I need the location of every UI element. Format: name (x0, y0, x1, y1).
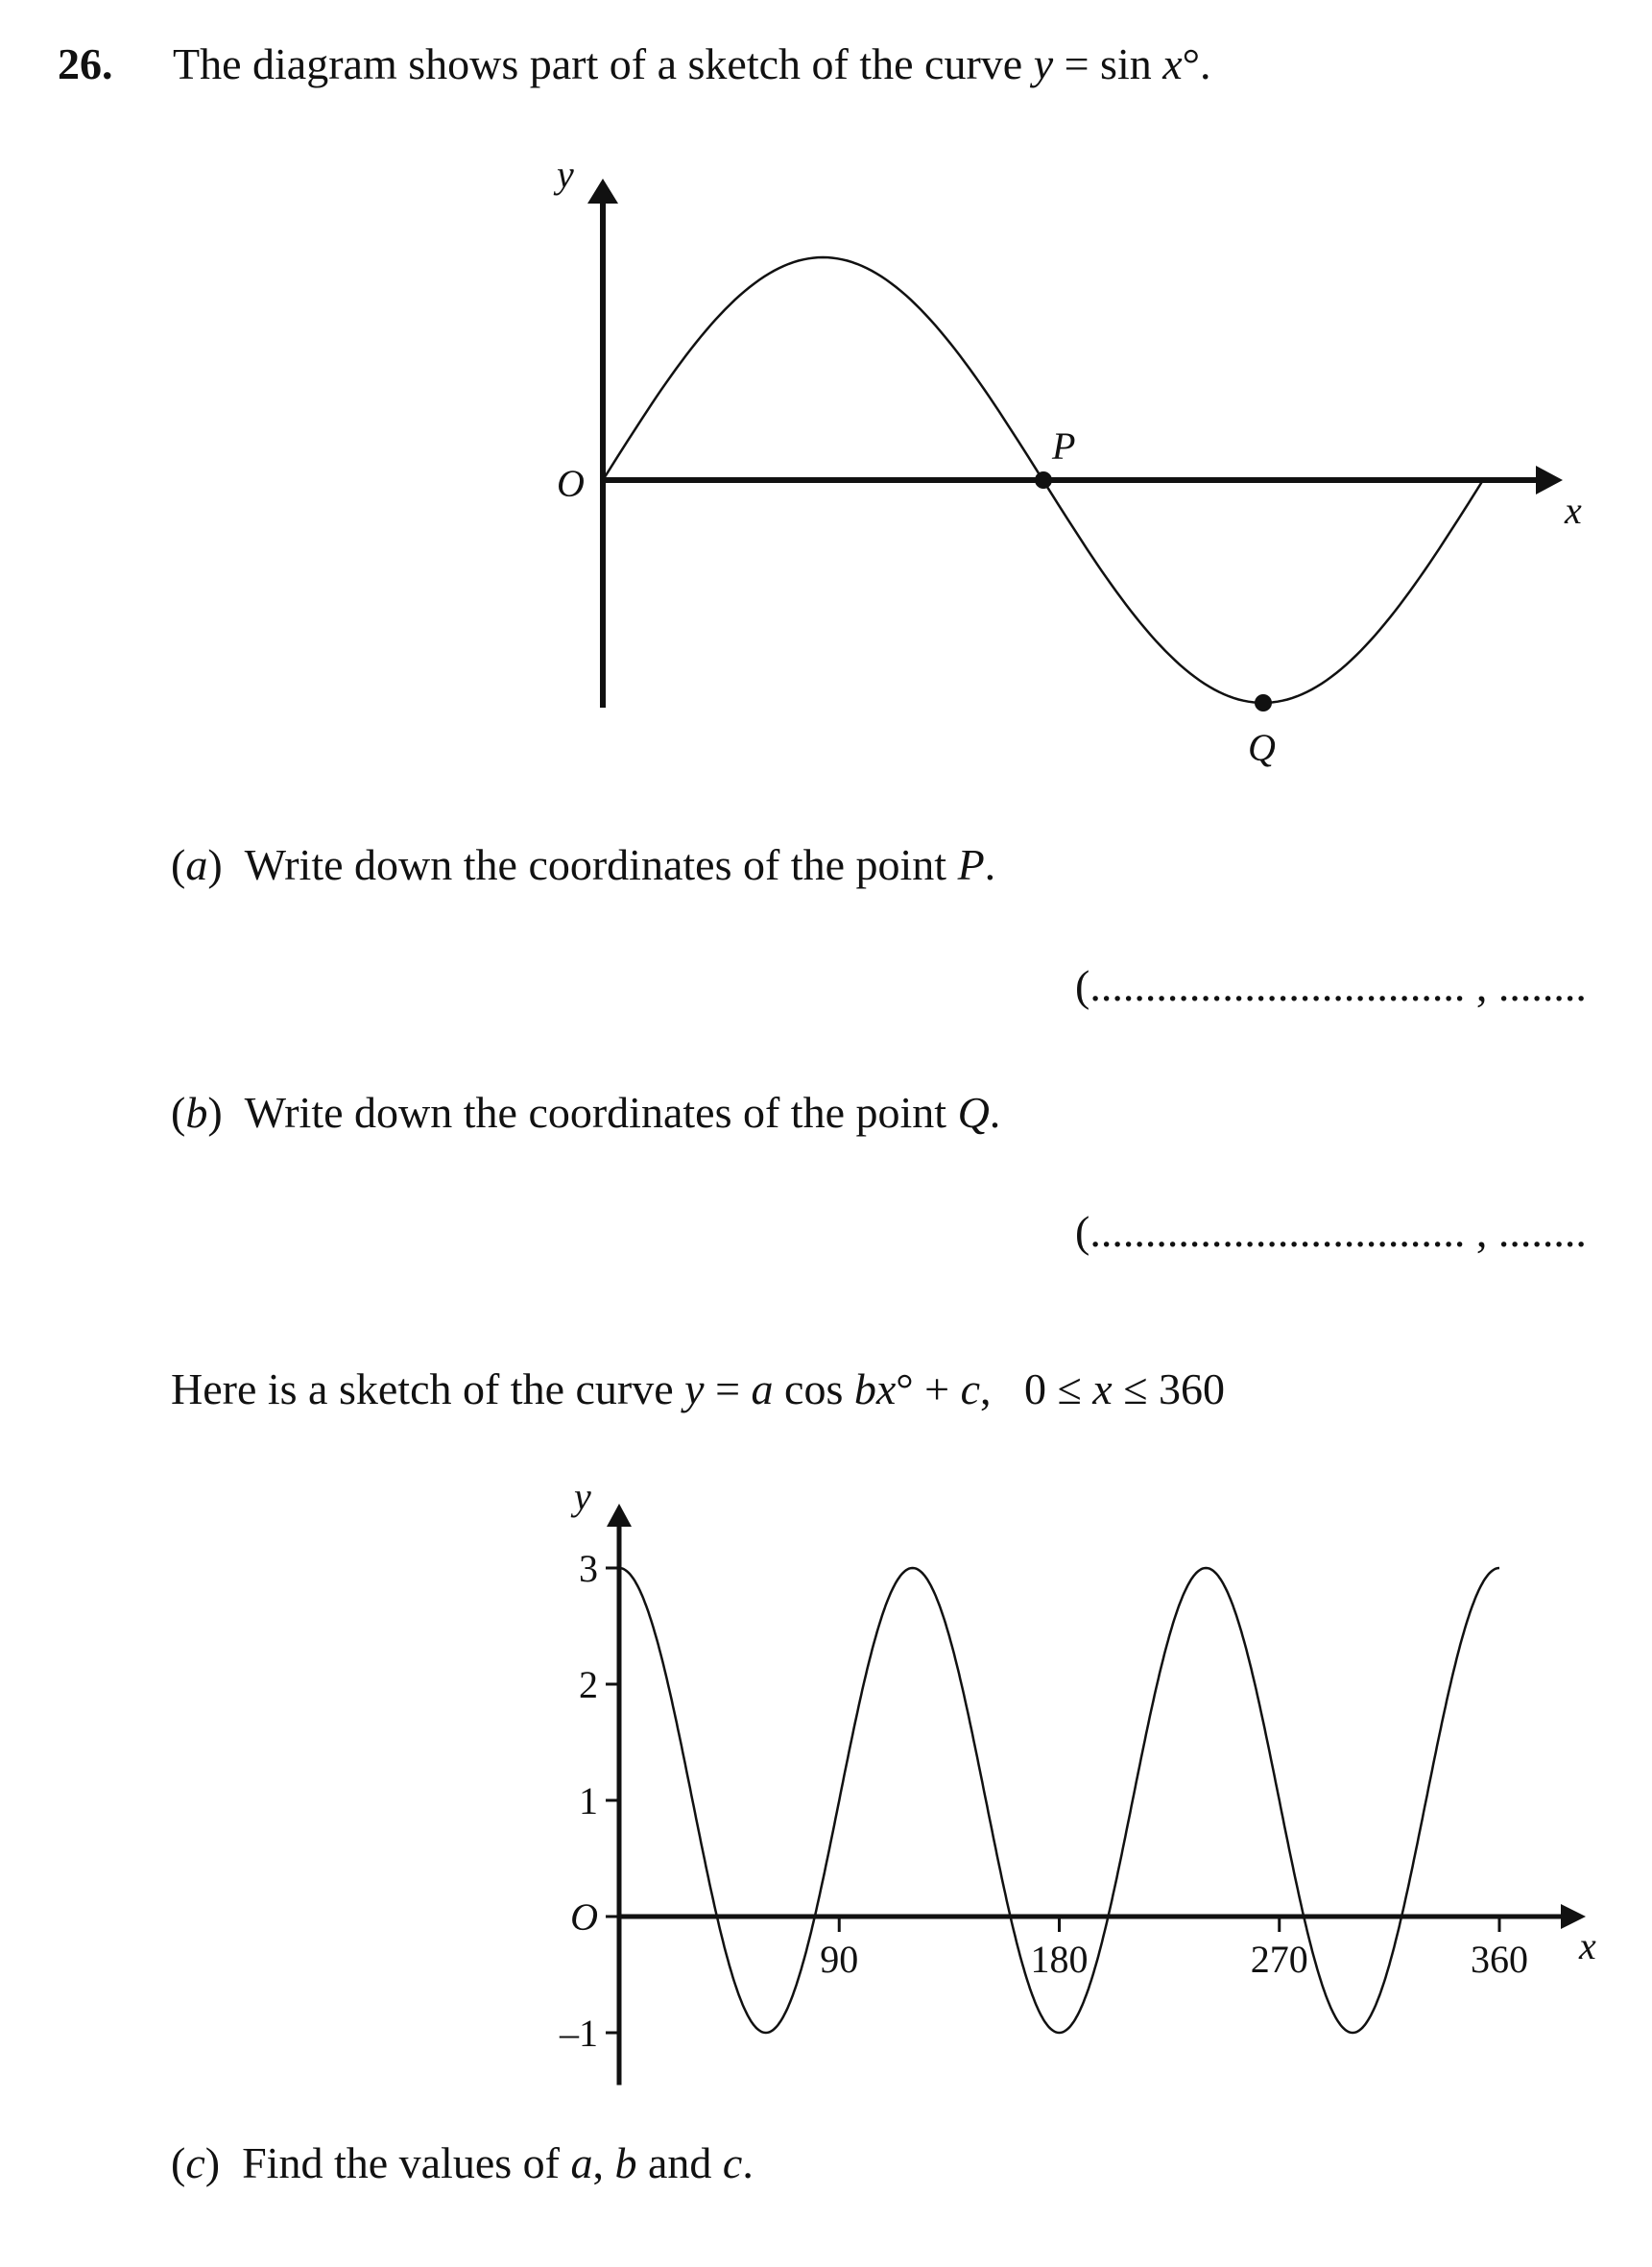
part-a-letter: a (185, 840, 208, 889)
sketch2-bx: bx (853, 1364, 897, 1413)
part-c-close: ) (204, 2138, 221, 2187)
sketch2-deg: ° + (896, 1364, 961, 1413)
cosine-y-tick-label: –1 (560, 2012, 598, 2055)
part-b-text: Write down the coordinates of the point (244, 1088, 958, 1137)
cosine-x-tick-label: 90 (820, 1938, 859, 1981)
part-b-end: . (989, 1088, 1001, 1137)
question-number: 26. (58, 39, 113, 88)
sine-y-label: y (557, 153, 574, 196)
sketch2-range-start: 0 ≤ (1024, 1364, 1093, 1413)
part-b-letter: b (185, 1088, 208, 1137)
point-p-label: P (1052, 424, 1076, 468)
part-c-b: b (614, 2138, 637, 2187)
sketch2-cos: cos (773, 1364, 854, 1413)
part-c-end: . (742, 2138, 754, 2187)
cosine-x-tick-label: 180 (1030, 1938, 1089, 1981)
part-a-close: ) (207, 840, 223, 889)
intro-eq-mid: = sin (1053, 39, 1163, 88)
cosine-y-axis-label: y (574, 1475, 591, 1518)
sketch2-comma: , (980, 1364, 992, 1413)
sketch2-eq: = (704, 1364, 752, 1413)
intro-eq-x: x (1162, 39, 1183, 88)
point-q-label: Q (1248, 726, 1276, 769)
sketch2-a: a (751, 1364, 774, 1413)
part-c-sep1: , (592, 2138, 615, 2187)
cosine-x-tick-label: 270 (1250, 1938, 1308, 1981)
sine-x-label: x (1565, 489, 1582, 532)
part-a-end: . (984, 840, 996, 889)
cosine-x-tick-label: 360 (1471, 1938, 1528, 1981)
part-b-close: ) (207, 1088, 223, 1137)
cosine-y-tick-label: 2 (579, 1663, 598, 1706)
part-b-open: ( (171, 1088, 186, 1137)
intro-text: The diagram shows part of a sketch of the curve (173, 39, 1034, 88)
sketch2-range-end: ≤ 360 (1112, 1364, 1225, 1413)
part-a-text: Write down the coordinates of the point (244, 840, 958, 889)
part-a-point: P (957, 840, 985, 889)
part-c-a: a (570, 2138, 593, 2187)
sketch2-c: c (960, 1364, 981, 1413)
cosine-y-tick-label: 3 (579, 1547, 598, 1590)
part-c-and: and (636, 2138, 723, 2187)
sketch2-range-x: x (1092, 1364, 1113, 1413)
cosine-y-tick-label: O (570, 1895, 598, 1939)
part-c-open: ( (171, 2138, 186, 2187)
part-a-open: ( (171, 840, 186, 889)
part-a-answer-line[interactable]: (.................................. , ........ (1075, 961, 1587, 1010)
intro-eq-end: °. (1182, 39, 1211, 88)
part-c-question (171, 2138, 754, 2187)
part-b-point: Q (957, 1088, 990, 1137)
part-c-text: Find the values of (242, 2138, 571, 2187)
part-c-letter: c (185, 2138, 205, 2187)
cosine-y-tick-label: 1 (579, 1779, 598, 1822)
sine-origin-label: O (557, 462, 585, 505)
cosine-axes (607, 1504, 1586, 2085)
sketch2-text: Here is a sketch of the curve (171, 1364, 685, 1413)
part-b-answer-line[interactable]: (.................................. , ........ (1075, 1207, 1587, 1256)
sketch2-y: y (684, 1364, 705, 1413)
intro-eq-y: y (1033, 39, 1054, 88)
cosine-x-axis-label: x (1579, 1924, 1596, 1967)
cosine-y-axis-arrow (607, 1504, 632, 1527)
part-c-c: c (722, 2138, 743, 2187)
cosine-ticks (559, 1547, 1528, 2055)
